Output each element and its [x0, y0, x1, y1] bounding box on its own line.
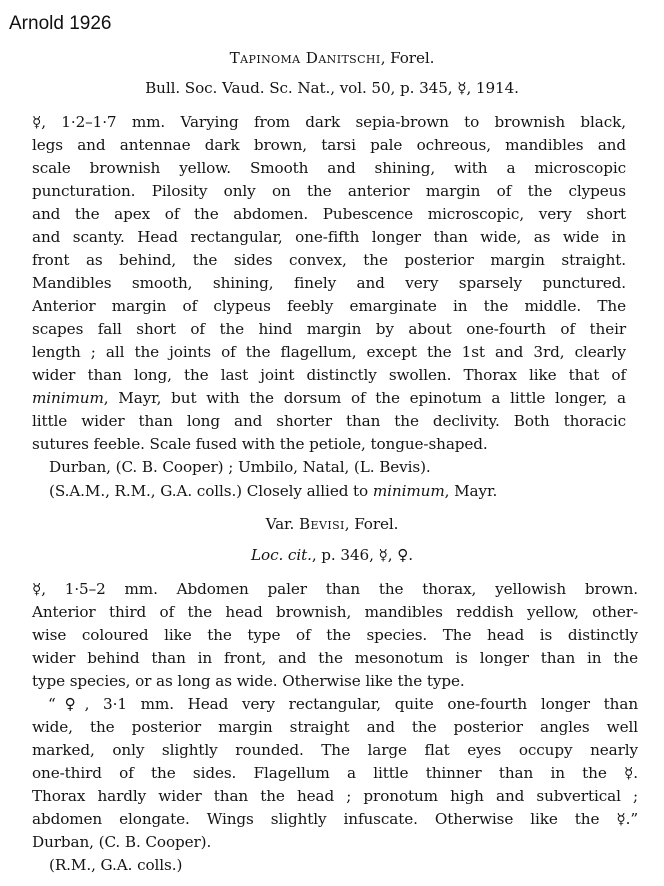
text-line: and the apex of the abdomen. Pubescence microscopic, very short [32, 205, 626, 223]
text-line: abdomen elongate. Wings slightly infuscate. Otherwise like the ☿.” [32, 810, 638, 828]
locality-line: Durban, (C. B. Cooper) ; Umbilo, Natal, (L. Bevis). [49, 458, 431, 476]
text-line: Thorax hardly wider than the head ; pronotum high and subvertical ; [32, 787, 638, 805]
text-line: scapes fall short of the hind margin by about one-fourth of their [32, 320, 626, 338]
text-line: sutures feeble. Scale fused with the petiole, tongue-shaped. [32, 435, 488, 453]
text-span: , Mayr, but with the dorsum of the epinotum a little longer, a [103, 389, 626, 407]
text-line: wise coloured like the type of the species. The head is distinctly [32, 626, 638, 644]
text-line: Anterior third of the head brownish, mandibles reddish yellow, other- [32, 603, 638, 621]
text-line: wide, the posterior margin straight and the posterior angles well [32, 718, 638, 736]
species-name: Tapinoma Danitschi [229, 49, 381, 67]
source-label: Arnold 1926 [9, 13, 112, 34]
text-line: wider than long, the last joint distinctly swollen. Thorax like that of [32, 366, 626, 384]
variety-name: Bevisi [298, 515, 345, 533]
text-line: scale brownish yellow. Smooth and shining, with a microscopic [32, 159, 626, 177]
text-span: , Forel. [344, 515, 399, 533]
text-line: length ; all the joints of the flagellum, except the 1st and 3rd, clearly [32, 343, 626, 361]
text-line: and scanty. Head rectangular, one-fifth longer than wide, as wide in [32, 228, 626, 246]
text-line: legs and antennae dark brown, tarsi pale ochreous, mandibles and [32, 136, 626, 154]
text-span: (S.A.M., R.M., G.A. colls.) Closely allied to [49, 482, 373, 500]
collections-line [49, 481, 497, 501]
text-line: ☿, 1·5–2 mm. Abdomen paler than the thorax, yellowish brown. [32, 580, 638, 598]
text-line: Anterior margin of clypeus feebly emarginate in the middle. The [32, 297, 626, 315]
italic-term: minimum [372, 482, 445, 500]
species-author: , Forel. [380, 49, 435, 67]
text-line: one-third of the sides. Flagellum a little thinner than in the ☿. [32, 764, 638, 782]
text-line: little wider than long and shorter than the declivity. Both thoracic [32, 412, 626, 430]
species-citation: Bull. Soc. Vaud. Sc. Nat., vol. 50, p. 345, ☿, 1914. [145, 79, 519, 97]
text-line: puncturation. Pilosity only on the anterior margin of the clypeus [32, 182, 626, 200]
variety-citation [0, 545, 664, 565]
text-line: ☿, 1·2–1·7 mm. Varying from dark sepia-brown to brownish black, [32, 113, 626, 131]
locality-line: Durban, (C. B. Cooper). [32, 833, 212, 851]
text-line: “♀, 3·1 mm. Head very rectangular, quite one-fourth longer than [48, 695, 638, 713]
text-line: marked, only slightly rounded. The large flat eyes occupy nearly [32, 741, 638, 759]
text-line: wider behind than in front, and the mesonotum is longer than in the [32, 649, 638, 667]
text-span: , Mayr. [444, 482, 498, 500]
italic-term: Loc. cit. [251, 546, 312, 564]
text-span: Var. [265, 515, 299, 533]
variety-heading [0, 514, 664, 534]
text-line: type species, or as long as wide. Otherwise like the type. [32, 672, 465, 690]
italic-term: minimum [32, 389, 104, 407]
collections-line: (R.M., G.A. colls.) [49, 856, 183, 874]
text-line: front as behind, the sides convex, the posterior margin straight. [32, 251, 626, 269]
text-span: , p. 346, ☿, ♀. [311, 546, 413, 564]
text-line [32, 388, 626, 408]
text-line: Mandibles smooth, shining, finely and very sparsely punctured. [32, 274, 626, 292]
species-heading [0, 48, 664, 68]
